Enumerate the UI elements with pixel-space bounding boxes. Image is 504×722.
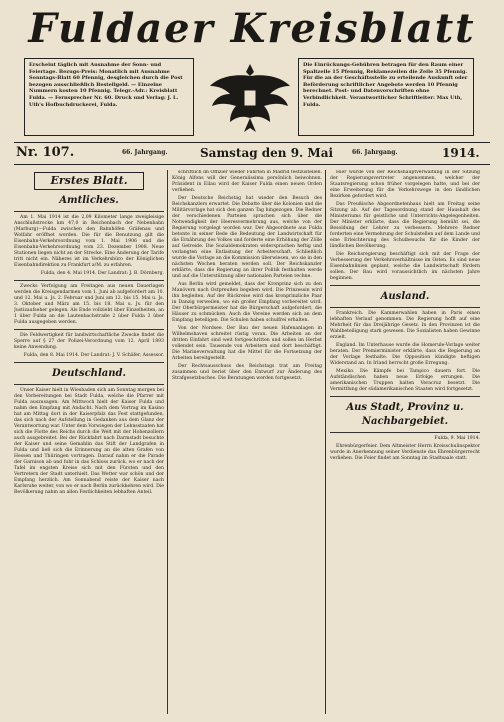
section-heading: Deutschland. [52, 368, 126, 379]
article-paragraph: Zwecks Verfolgung am Freitagen aus neuen Dauerlagen werden die Kreisgendarmen vom 1. Juni ab aufgefordert am 10. und 12. Mai u. Js. 2. Februar und Juni am 12. bis 15. Mai u. Js. 3. Oktober und März am 15. bis 18. Mai u. Js. für den Justizaufseher gelegen. Als Ende vollzieht über Einzelheiten, an 1 über Fulda an die Lautenbachstraße 2 über Fulda 3 über Fulda ausgegeben werden. [14, 284, 164, 325]
section-box-title: Erstes Blatt. [34, 172, 144, 190]
info-box-left: Erscheint täglich mit Ausnahme der Sonn- und Feiertage. Bezugs-Preis: Monatlich mit Ausnahme Sonntags-Blatt 60 Pfennig, desgleichen durch die Post bezogen ausschließlich Bestellgeld. — Einzelne Nummern kosten 10 Pfennig. Telegr.-Adr.: Kreisblatt Fulda. — Fernsprecher Nr. 60. Druck und Verlag: J. L. Uth's Hofbuchdruckerei, Fulda. [24, 58, 194, 136]
column-2 [172, 170, 322, 714]
column-3 [330, 170, 480, 714]
article-paragraph: Der Rechtsausschuss des Reichstags trat am Freitag zusammen und beriet über den Entwurf zur Änderung des Strafgesetzbuches. Die Beratungen werden fortgesetzt. [172, 364, 322, 381]
volume-left: 66. Jahrgang. [122, 149, 168, 156]
article-paragraph: Am 1. Mai 1914 ist die 2,09 Kilometer lange zweigleisige Anschlußstrecke km 47,0 in Reichenbach der Nebenbahn (Marburg)—Fulda zwischen den Bahnhöfen Gräfenau und Wolfahr eröffnet worden. Die für die Benutzung gilt die Eisenbahn-Verkehrsordnung vom 1. Mai 1906 und die Eisenbahn-Verkehrsordnung vom 23. Dezember 1908. Neue Stationen liegen nicht an der Strecke. Eine Änderung der Tarife tritt nicht ein. Näheres ist im Verkehrsbüro der Königlichen Eisenbahndirektion zu Frankfurt a/M. zu erfahren. [14, 215, 164, 268]
article-paragraph: Das Preußische Abgeordnetenhaus hielt am Freitag seine Sitzung ab. Auf der Tagesordnung stand der Haushalt des Ministeriums für geistliche und Unterrichts-Angelegenheiten. Der Minister erklärte, dass die Regierung bemüht sei, die Besoldung der Lehrer zu verbessern. Mehrere Redner forderten eine Vermehrung der Schulstellen auf dem Lande und eine Erleichterung des Schulbesuchs für die Kinder der ländlichen Bevölkerung. [330, 202, 480, 249]
article-paragraph: Mexiko. Die Kämpfe bei Tampico dauern fort. Die Aufständischen haben neue Erfolge errungen. Die amerikanischen Truppen halten Veracruz besetzt. Die Vermittlung der südamerikanischen Staaten wird fortgesetzt. [330, 369, 480, 392]
info-box-right: Die Einrückungs-Gebühren betragen für den Raum einer Spaltzeile 15 Pfennig, Reklamezeilen die Zeile 35 Pfennig. Für die an der Geschäftsstelle zu erteilende Auskunft oder Beförderung schriftlicher Angebote werden 10 Pfennig berechnet. Post- und Datenvorschriften ohne Verbindlichkeit. Verantwortlicher Schriftleiter: Max Uth, Fulda. [298, 58, 474, 136]
dateline [14, 144, 490, 162]
article-paragraph: Aus Berlin wird gemeldet, dass der Kronprinz sich zu den Manövern nach Ostpreußen begeben wird. Die Prinzessin wird ihn begleiten. Auf der Rückreise wird das kronprinzliche Paar in Danzig verweilen, wo ein großer Empfang vorbereitet wird. Der Oberbürgermeister hat die Bürgerschaft aufgefordert, die Häuser zu schmücken. Auch die Vereine werden sich an dem Empfang beteiligen. Die Schulen haben schulfrei erhalten. [172, 282, 322, 323]
section-heading: Amtliches. [59, 195, 119, 206]
article-paragraph: Die Reichsregierung beschäftigt sich mit der Frage der Verbesserung der Verkehrsverhältnisse im Osten. Es sind neue Eisenbahnlinien geplant, welche die Landwirtschaft fördern sollen. Der Bau wird voraussichtlich im nächsten Jahre beginnen. [330, 252, 480, 281]
masthead-title: Fuldaer Kreisblatt [28, 5, 476, 52]
article-paragraph: Frankreich. Die Kammerwahlen haben in Paris einen lebhaften Verlauf genommen. Die Regierung hofft auf eine Mehrheit für das Dreijährige Gesetz. In den Provinzen ist die Wahlbeteiligung stark gewesen. Die Sozialisten haben Gewinne erzielt. [330, 311, 480, 340]
column-divider [325, 170, 326, 714]
issue-year: 1914. [442, 146, 480, 160]
article-paragraph: Der Deutsche Reichstag hat wieder den Besuch des Reichskanzlers erwartet. Die Debatte über die Kolonien und die Militärvorlage hat sich den ganzen Tag hingezogen. Die Redner der verschiedenen Parteien sprachen sich über die Notwendigkeit der Heeresvermehrung aus, welche von der Regierung vorgelegt worden war. Der Abgeordnete aus Fulda betonte in seiner Rede die Bedeutung der Landwirtschaft für die Ernährung des Volkes und forderte eine Erhöhung der Zölle auf Getreide. Die Sozialdemokraten widersprachen heftig und verlangten eine Entlastung der Arbeiterschaft. Schließlich wurde die Vorlage an die Kommission überwiesen, wo sie in den nächsten Wochen beraten werden soll. Der Reichskanzler erklärte, dass die Regierung an ihrer Politik festhalten werde und auf die Unterstützung aller nationalen Parteien rechne. [172, 196, 322, 279]
article-paragraph: England. Im Unterhause wurde die Homerule-Vorlage weiter beraten. Der Premierminister erklärte, dass die Regierung an der Vorlage festhalte. Die Opposition kündigte heftigen Widerstand an. In Irland herrscht große Erregung. [330, 343, 480, 366]
column-divider [167, 170, 168, 714]
issue-number: Nr. 107. [16, 145, 75, 160]
article-paragraph: Hier wurde von der Reichshauptverwaltung in der Sitzung der Regierungsvertreter angenommen, welcher der Staatsregierung schon früher vorgelegen hatte, und bei der eine Erweiterung für die Verkehrswege in den ländlichen Bezirken gefordert wird. [330, 170, 480, 199]
section-heading: Ausland. [380, 291, 430, 302]
volume-right: 66. Jahrgang. [352, 149, 398, 156]
article-paragraph: Die Feldwertigkeit für landwirtschaftliche Zwecke findet die Sperre auf § 27 der Polizei-Verordnung vom 12. April 1893 keine Anwendung. [14, 333, 164, 350]
issue-date: Samstag den 9. Mai [200, 146, 334, 160]
signature: Fulda, den 4. Mai 1914. Der Landrat: J. B. Dörnberg. [40, 271, 164, 276]
article-paragraph: Ehrenbürgerfeier. Dem Altmeister Herrn Kreisschulinspektor wurde in Anerkennung seiner Verdienste das Ehrenbürgerrecht verliehen. Die Feier findet am Sonntag im Stadtsaale statt. [330, 444, 480, 461]
imperial-eagle-icon [206, 60, 294, 138]
section-heading: Aus Stadt, Provinz u. Nachbargebiet. [346, 402, 464, 427]
article-paragraph: Unser Kaiser hielt in Wiesbaden sich am Sonntag morgen bei den Vorbereitungen bei Stadt Fulda, welche die Pfarrer mit Fulda auszusagen. Am Mittwoch hielt der Kaiser Fulda und nahm den Empfang mit Andacht. Nach dem Vortrag im Kasino hat am Mittag dort in der Kaiserpfalz das Fest stattgefunden, das sich nach der Aufstellung in Gedanken aus dem Glanz der Verantwortung war. Unter dem Vorwiegen der Lehnsstaaten hat sich die Flotte des Reichs durch die Welt mit der Hohenzollern auch ausgebreitet. Bei der Rückfahrt nach Darmstadt besuchte der Kaiser und seine Gemahlin das Stift der Landgrafen in Fulda und ließ sich die Erinnerung an die alten Grafen von Hessen und Thüringen vortragen. Darauf nahm er die Parade der Garnison ab und fuhr in das Schloss zurück, wo er nach der Tafel im engsten Kreise sich mit den Fürsten und den Vertretern der Stadt unterhielt. Das Wetter war schön und der Empfang herzlich. Am Sonnabend reiste der Kaiser nach Karlsruhe weiter, von wo er nach Berlin zurückkehren wird. Die Bevölkerung nahm an allen Festlichkeiten lebhaften Anteil. [14, 388, 164, 495]
column-1 [14, 170, 164, 714]
dateline-local: Fulda, 9. Mai 1914. [434, 436, 480, 441]
top-rule [14, 142, 490, 143]
signature: Fulda, den 8. Mai 1914. Der Landrat: J. V. Schäfer, Assessor. [23, 353, 164, 358]
article-paragraph: schriftlich im Offizier wieder Fahrten in Madrid festzustellen. König Alfons will der Generalissima persönlich beiwohnen. Präsident in Eilau wird der Kaiser Fulda einen neuen Orden verliehen. [172, 170, 322, 193]
bottom-rule [14, 164, 490, 165]
article-paragraph: Von der Nordsee. Der Bau der neuen Hafenanlagen in Wilhelmshaven schreitet rüstig voran. Die Arbeiten an der dritten Einfahrt sind weit fortgeschritten und sollen im Herbst vollendet sein. Tausende von Arbeitern sind dort beschäftigt. Die Marineverwaltung hat die Mittel für die Fortsetzung der Arbeiten bereitgestellt. [172, 326, 322, 361]
